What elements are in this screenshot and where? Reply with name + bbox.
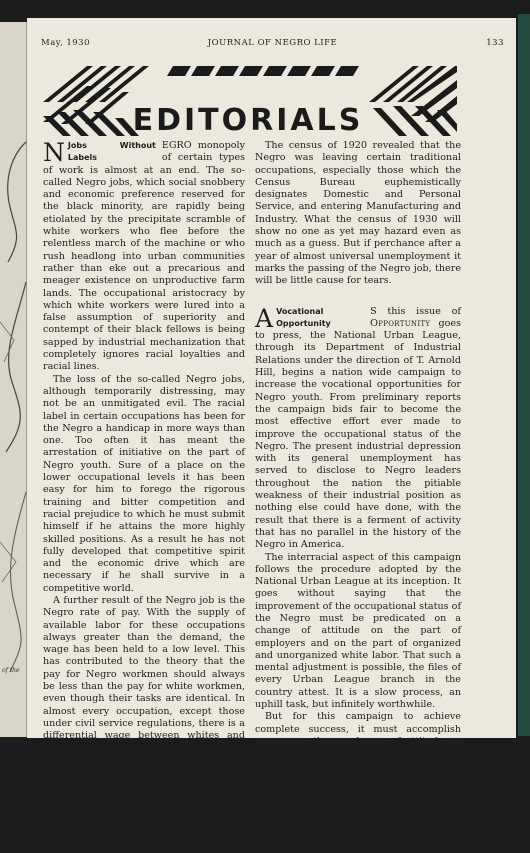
dropcap-n: N [43,138,65,167]
editorials-banner [43,66,457,136]
paragraph: The interracial aspect of this campaign follows the procedure adopted by the National Urban League at its inception. It goes without saying that the improvement of the occupational status of the Negro must be predicated on a change of attitude on the part of employers and on the part of organized and unorganized white labor. That such a mental adjustment is possible, the files of every Urban League branch in the country attest. It is a slow process, an uphill task, but infinitely worthwhile. [255,551,461,711]
dropcap-a: A [255,303,274,333]
journal-page [27,18,516,852]
paragraph: The loss of the so-called Negro jobs, although temporarily distressing, may not be an unmitigated evil. The racial label in certain occupations has been for the Negro a handicap in more ways than one. Too often it has meant the arrestation of initiative on the part of Negro youth. Sure of a place on the lower occupational levels it has been easy for him to forego the rigorous training and bitter competition and racial prejudice to which he must submit himself if he attains the more highly skilled positions. As a result he has not fully developed that competitive spirit and the economic drive which are necessary if he shall survive in a competitive world. [43,373,245,594]
editorial-negro-jobs-text: EGRO monopoly of certain types of work is almost at an end. The so-called Negro jobs, which social snobbery and economic preference reserved for the black minority, are rapidly being etiolated by the precipitate scramble of white workers who flee before the relentless march of the machine or who rush headlong into urban communities rather than eke out a precarious and meager existence on unproductive farm lands. The occupational aristocracy by which white workers were lured into a false assumption of superiority and contempt of their black fellows is being sapped by industrial mechanization that completely ignores racial loyalties and racial lines. [43,140,245,373]
paragraph: A further result of the Negro job is the Negro rate of pay. With the supply of available labor for these occupations always greater than the demand, the wage has been held to a low level. This has contributed to the theory that the pay for Negro workmen should always be less than the pay for white workmen, even though their tasks are identical. In almost every occupation, except those under civil service regulations, there is a differential wage between whites and blacks based on color and race. Lately there has been an attempt to explain this difference in wage by attributing it to a difference in the cost of living of the two races. But an analysis of living costs does not indicate any racial preferences. Nor does a catalogue of wants disclose a great disparity between the Negro's and those of his white fellow citizens. [43,594,245,852]
facing-page-illustration [0,22,26,737]
paragraph: But for this campaign to achieve complete success, it must accomplish even more than a change of attitude on the part of white employers and employees. It must break the [255,711,461,772]
editorials-title: EDITORIALS [132,103,364,138]
book-binding-edge [518,14,530,736]
facing-page-edge [0,22,27,737]
issue-date: May, 1930 [41,38,90,48]
margin-handwriting: of the [2,667,20,674]
section-spacer [255,288,461,306]
left-column [43,138,245,852]
sidehead-jobs-without-labels: Jobs Without Labels [67,141,156,163]
journal-title: JOURNAL OF NEGRO LIFE [207,38,338,48]
editorial-negro-jobs-lead [43,140,245,374]
paragraph: The census of 1920 revealed that the Negro was leaving certain traditional occupations, especially those which the Census Bureau euphemistically designates Domestic and Personal Service, and entering Manufacturing and Industry. What the census of 1930 will show no one as yet may hazard even as much as a guess. But if perchance after a year of almost universal unemployment it marks the passing of the Negro job, there will be little cause for tears. [255,140,461,287]
lead-text: S this issue of [370,305,461,317]
editorial-vocational-lead [255,303,461,552]
running-header [41,38,504,50]
page-number: 133 [486,38,504,48]
sidehead-vocational-opportunity: Vocational Opportunity [276,306,331,328]
magazine-name: Opportunity [370,317,431,329]
right-column [255,140,461,772]
lead-text: goes to press, the National Urban League, through its Department of Industrial Relations under the direction of T. Arnold Hill, begins a nation wide campaign to increase the vocational opportunities for Negro youth. From preliminary reports the campaign bids fair to become the most effective effort ever made to improve the occupational status of the Negro. The present industrial depression with its general unemployment has served to disclose to Negro leaders throughout the nation the pitiable weakness of their industrial position as nothing else could have done, with the result that there is a ferment of activity that has no parallel in the history of the Negro in America. [255,317,461,551]
